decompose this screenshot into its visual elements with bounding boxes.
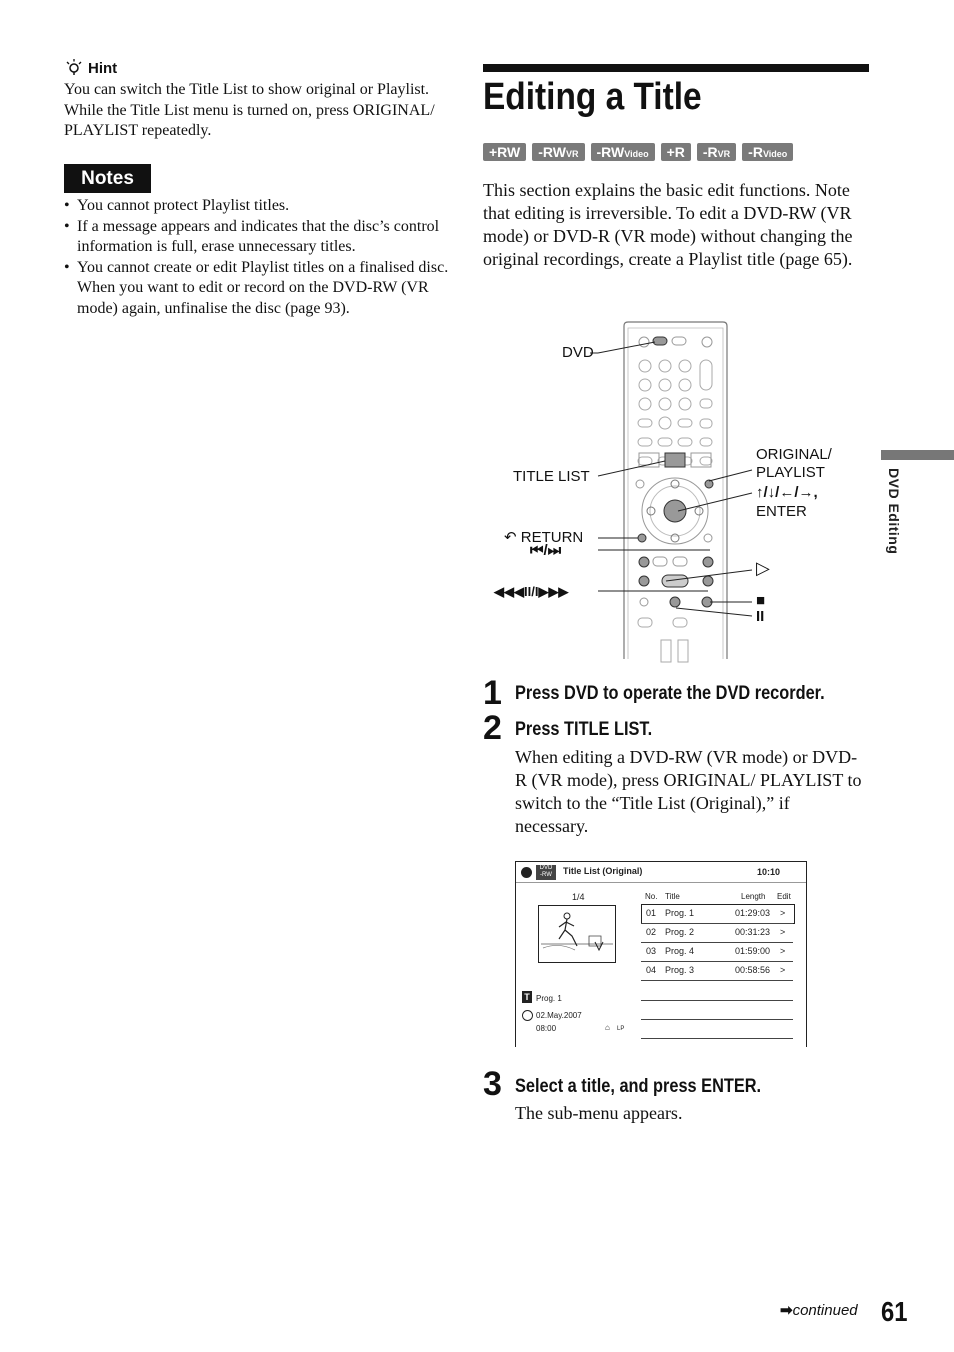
side-tab-bar xyxy=(881,450,954,460)
notes-list xyxy=(64,196,456,319)
table-row-edit: > xyxy=(780,927,786,937)
table-row-length: 01:29:03 xyxy=(735,908,771,918)
step-number-3: 3 xyxy=(483,1065,502,1103)
runner-thumbnail-icon xyxy=(539,906,615,962)
lightbulb-icon xyxy=(64,58,84,76)
info-time: 08:00 xyxy=(536,1024,557,1033)
table-row-no: 04 xyxy=(646,965,657,975)
play-icon: ▷ xyxy=(756,558,770,578)
disc-icon xyxy=(521,867,532,878)
arrow-right-icon: ➡ xyxy=(780,1302,793,1319)
disc-badge-plus-r: +R xyxy=(661,143,691,161)
col-header-title: Title xyxy=(665,892,680,901)
disc-badge-minus-r-vr: -RVR xyxy=(697,143,736,161)
remote-label-dvd: DVD xyxy=(562,344,594,361)
col-header-edit: Edit xyxy=(777,892,791,901)
page-number: 61 xyxy=(881,1296,908,1327)
remote-control-figure xyxy=(490,318,850,663)
intro-paragraph: This section explains the basic edit functions. Note that editing is irreversible. To edit a DVD-RW (VR mode) or DVD-R (VR mode) without changing the original recordings, create a Playlist title (page 65). xyxy=(483,180,853,269)
hint-label: Hint xyxy=(88,60,118,77)
pause-icon: II xyxy=(756,608,765,625)
remote-label-rew-ff: ◀◀◀II/I▶▶▶ xyxy=(494,584,569,599)
step-2-instruction: Press TITLE LIST. xyxy=(515,719,653,740)
remote-label-return: ↶ RETURN xyxy=(504,529,584,546)
table-row-length: 00:58:56 xyxy=(735,965,771,975)
remote-label-arrows: ↑/↓/←/→, xyxy=(756,484,818,501)
col-header-length: Length xyxy=(741,892,766,901)
disc-badge-minus-rw-vr: -RWVR xyxy=(532,143,584,161)
disc-type-badges xyxy=(483,143,793,161)
remote-label-enter: ENTER xyxy=(756,503,807,520)
note-item: • If a message appears and indicates that the disc’s control information is full, erase unnecessary titles. xyxy=(64,217,456,258)
side-tab-label: DVD Editing xyxy=(886,468,902,555)
table-row-length: 01:59:00 xyxy=(735,946,771,956)
disc-badge-minus-rw-video: -RWVideo xyxy=(591,143,655,161)
table-row-no: 03 xyxy=(646,946,657,956)
disc-badge-minus-r-video: -RVideo xyxy=(742,143,793,161)
remote-label-original: ORIGINAL/ xyxy=(756,446,832,463)
step-3-instruction: Select a title, and press ENTER. xyxy=(515,1076,762,1097)
continued-label: ➡continued xyxy=(780,1302,858,1319)
table-row-title: Prog. 1 xyxy=(665,908,695,918)
table-row-no: 01 xyxy=(646,908,657,918)
title-rule xyxy=(483,64,869,72)
remote-label-prev-next: ⏮/⏭ xyxy=(530,542,562,559)
table-row-edit: > xyxy=(780,908,786,918)
col-header-no: No. xyxy=(645,892,658,901)
note-item: • You cannot create or edit Playlist titles on a finalised disc. When you want to edit or record on the DVD-RW (VR mode) again, unfinalise the disc (page 93). xyxy=(64,258,456,320)
info-rec-mode: LP xyxy=(617,1026,625,1032)
step-3-description: The sub-menu appears. xyxy=(515,1103,683,1123)
table-row-title: Prog. 3 xyxy=(665,965,695,975)
clock-icon xyxy=(522,1010,533,1021)
table-row-title: Prog. 2 xyxy=(665,927,695,937)
table-row-length: 00:31:23 xyxy=(735,927,771,937)
hint-heading xyxy=(64,58,117,77)
disc-badge-plus-rw: +RW xyxy=(483,143,526,161)
screen-header-title: Title List (Original) xyxy=(563,866,643,876)
note-item: • You cannot protect Playlist titles. xyxy=(64,196,456,217)
table-row-edit: > xyxy=(780,946,786,956)
title-list-screen xyxy=(515,861,807,1047)
rec-mode-icon: ⌂ xyxy=(605,1023,610,1032)
dvd-rw-badge: DVD -RW xyxy=(536,865,556,880)
thumbnail xyxy=(538,905,616,963)
stop-icon: ■ xyxy=(756,592,766,609)
notes-label: Notes xyxy=(64,164,151,193)
title-info-icon: T xyxy=(522,991,532,1003)
screen-clock: 10:10 xyxy=(757,867,781,877)
remote-label-title-list: TITLE LIST xyxy=(513,468,590,485)
page-indicator: 1/4 xyxy=(572,892,585,902)
step-number-2: 2 xyxy=(483,709,502,747)
step-number-1: 1 xyxy=(483,674,502,712)
step-2-description: When editing a DVD-RW (VR mode) or DVD-R (VR mode), press ORIGINAL/ PLAYLIST to switch to the “Title List (Original),” if necessary. xyxy=(515,747,862,836)
page-title: Editing a Title xyxy=(483,76,702,118)
remote-label-playlist: PLAYLIST xyxy=(756,464,825,481)
step-1-instruction: Press DVD to operate the DVD recorder. xyxy=(515,683,825,704)
info-title: Prog. 1 xyxy=(536,994,562,1003)
table-row-no: 02 xyxy=(646,927,657,937)
return-icon: ↶ xyxy=(504,529,521,546)
hint-text: You can switch the Title List to show original or Playlist. While the Title List menu is turned on, press ORIGINAL/ PLAYLIST repeatedly. xyxy=(64,81,435,139)
info-date: 02.May.2007 xyxy=(536,1011,582,1020)
table-row-title: Prog. 4 xyxy=(665,946,695,956)
table-row-edit: > xyxy=(780,965,786,975)
